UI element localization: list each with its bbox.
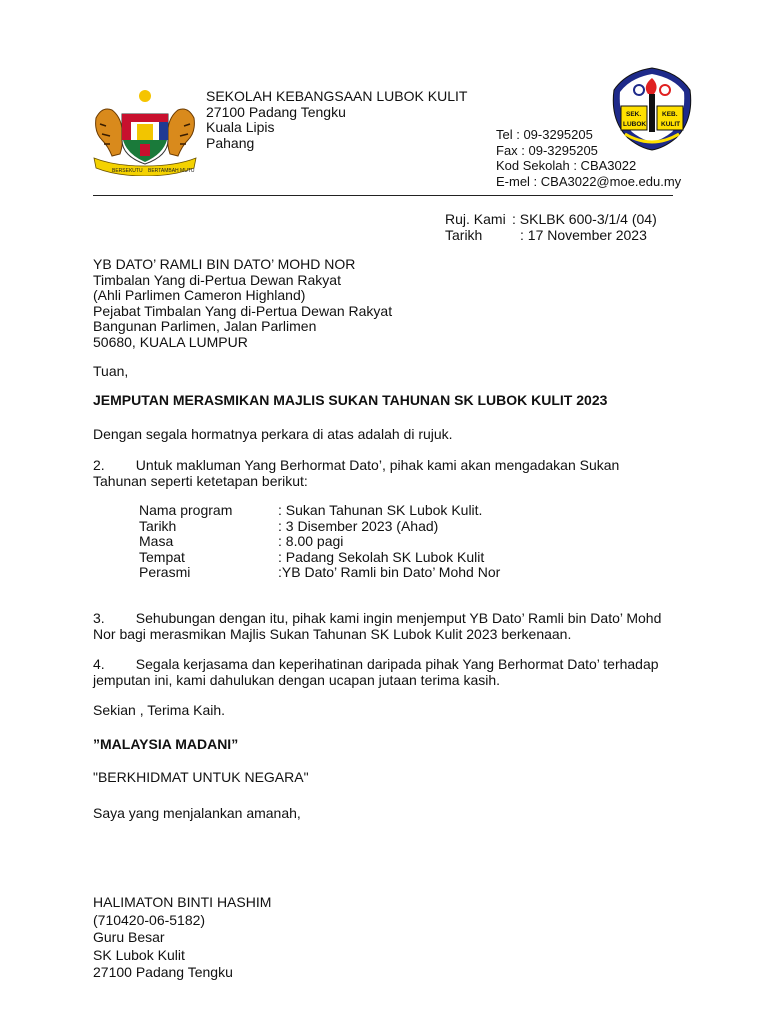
signatory-id: (710420-06-5182): [93, 911, 206, 928]
signatory-school: SK Lubok Kulit: [93, 946, 185, 963]
slogan-malaysia-madani: ”MALAYSIA MADANI”: [93, 736, 239, 752]
paragraph-3: [93, 611, 661, 642]
detail-label: Masa: [139, 533, 174, 549]
reference-number: : SKLBK 600-3/1/4 (04): [512, 211, 657, 227]
school-name: SEKOLAH KEBANGSAAN LUBOK KULIT: [206, 88, 468, 104]
closing-line: Sekian , Terima Kaih.: [93, 702, 226, 718]
detail-value: :YB Dato’ Ramli bin Dato’ Mohd Nor: [278, 564, 501, 580]
program-details: [139, 503, 500, 581]
detail-label: Tarikh: [139, 517, 177, 534]
letter-subject: JEMPUTAN MERASMIKAN MAJLIS SUKAN TAHUNAN SK LUBOK KULIT 2023: [93, 392, 608, 408]
paragraph-1: Dengan segala hormatnya perkara di atas adalah di rujuk.: [93, 426, 453, 442]
reference-label: Ruj. Kami: [445, 211, 506, 227]
signatory-title: Guru Besar: [93, 929, 165, 945]
salutation: Tuan,: [93, 363, 129, 379]
recipient-line: (Ahli Parlimen Cameron Highland): [93, 287, 306, 303]
school-address-line: Pahang: [206, 134, 255, 151]
recipient-address: [93, 257, 392, 350]
contact-block: [496, 127, 681, 189]
detail-row: [139, 534, 500, 550]
crest-motto-right: BERTAMBAH MUTU: [148, 168, 195, 174]
date-row: [445, 228, 647, 244]
detail-row: [139, 550, 500, 566]
paragraph-4-line: 4. Segala kerjasama dan keperihatinan daripada pihak Yang Berhormat Dato’ terhadap: [93, 656, 659, 672]
recipient-line: Bangunan Parlimen, Jalan Parlimen: [93, 318, 317, 334]
badge-text: LUBOK: [623, 121, 647, 128]
detail-row: [139, 565, 500, 581]
detail-label: Tempat: [139, 548, 185, 565]
paragraph-4-line: jemputan ini, kami dahulukan dengan ucapan jutaan terima kasih.: [93, 671, 501, 688]
detail-row: [139, 519, 500, 535]
signatory-address: 27100 Padang Tengku: [93, 964, 233, 980]
paragraph-3-line: 3. Sehubungan dengan itu, pihak kami ingin menjemput YB Dato’ Ramli bin Dato’ Mohd: [93, 610, 662, 626]
school-address-line: Kuala Lipis: [206, 119, 275, 135]
date-label: Tarikh: [445, 227, 483, 243]
signatory-block: [93, 894, 271, 982]
trust-line: Saya yang menjalankan amanah,: [93, 805, 301, 821]
badge-text: KULIT: [661, 121, 681, 128]
detail-label: Nama program: [139, 502, 233, 518]
phone-number: Tel : 09-3295205: [496, 127, 593, 142]
malaysia-coat-of-arms-logo: [92, 88, 198, 176]
paragraph-2-line: 2. Untuk makluman Yang Berhormat Dato’, pihak kami akan mengadakan Sukan: [93, 457, 620, 473]
detail-row: [139, 503, 500, 519]
detail-value: : Padang Sekolah SK Lubok Kulit: [278, 548, 485, 565]
detail-value: : 3 Disember 2023 (Ahad): [278, 517, 439, 534]
detail-value: : 8.00 pagi: [278, 533, 344, 549]
recipient-name: YB DATO’ RAMLI BIN DATO’ MOHD NOR: [93, 256, 356, 272]
badge-text: KEB.: [662, 111, 678, 118]
fax-number: Fax : 09-3295205: [496, 142, 598, 158]
paragraph-2: [93, 458, 619, 489]
school-address-block: [206, 89, 467, 151]
header-divider: [93, 195, 673, 196]
reference-row: [445, 212, 657, 228]
signatory-name: HALIMATON BINTI HASHIM: [93, 894, 272, 910]
detail-value: : Sukan Tahunan SK Lubok Kulit.: [278, 502, 483, 518]
letter-date: : 17 November 2023: [520, 227, 647, 243]
recipient-line: Pejabat Timbalan Yang di-Pertua Dewan Rakyat: [93, 302, 393, 319]
paragraph-3-line: Nor bagi merasmikan Majlis Sukan Tahunan SK Lubok Kulit 2023 berkenaan.: [93, 625, 572, 642]
school-address-line: 27100 Padang Tengku: [206, 103, 346, 120]
recipient-line: 50680, KUALA LUMPUR: [93, 333, 248, 350]
email-address: E-mel : CBA3022@moe.edu.my: [496, 173, 682, 189]
crest-motto-left: BERSEKUTU: [112, 168, 143, 174]
school-code: Kod Sekolah : CBA3022: [496, 158, 637, 173]
paragraph-4: [93, 657, 659, 688]
recipient-line: Timbalan Yang di-Pertua Dewan Rakyat: [93, 271, 341, 288]
slogan-berkhidmat: "BERKHIDMAT UNTUK NEGARA": [93, 769, 309, 785]
detail-label: Perasmi: [139, 564, 191, 580]
badge-text: SEK.: [626, 111, 642, 118]
paragraph-2-line: Tahunan seperti ketetapan berikut:: [93, 472, 308, 489]
